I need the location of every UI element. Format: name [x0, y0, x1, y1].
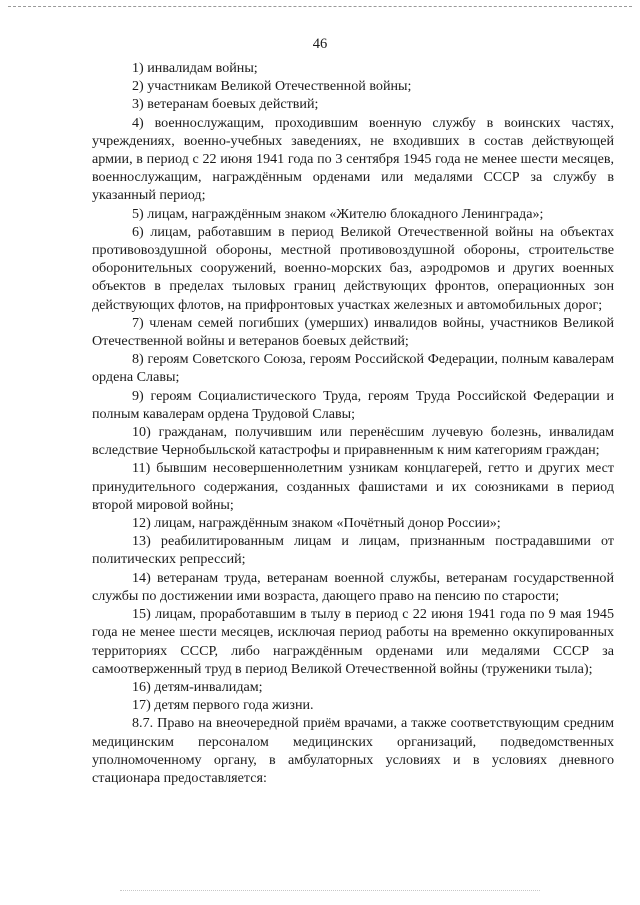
list-item: 3) ветеранам боевых действий;: [132, 96, 319, 113]
list-item: 13) реабилитированным лицам и лицам, признанным пострадавшими от политических репрессий;: [92, 533, 614, 568]
document-body: [92, 59, 614, 787]
scan-artifact: [120, 890, 540, 891]
list-item: 6) лицам, работавшим в период Великой Отечественной войны на объектах противовоздушной обороны, местной противовоздушной обороны, строительстве оборонительных сооружений, военно-морских баз, аэродромов и других военных объектов в пределах тыловых границ действующих фронтов, операционных зон действующих флотов, на прифронтовых участках железных и автомобильных дорог;: [92, 223, 614, 313]
list-item: 7) членам семей погибших (умерших) инвалидов войны, участников Великой Отечественной войны и ветеранов боевых действий;: [92, 314, 614, 350]
list-item: 9) героям Социалистического Труда, героям Труда Российской Федерации и полным кавалерам ордена Трудовой Славы;: [92, 387, 614, 422]
section-paragraph: 8.7. Право на внеочередной приём врачами, а также соответствующим средним медицинским персоналом медицинских организаций, подведомственных уполномоченному органу, в амбулаторных условиях и в условиях дневного стационара предоставляется:: [92, 715, 614, 786]
list-item: 11) бывшим несовершеннолетним узникам концлагерей, гетто и других мест принудительного содержания, созданных фашистами и их союзниками в период второй мировой войны;: [92, 460, 614, 513]
list-item: 15) лицам, проработавшим в тылу в период с 22 июня 1941 года по 9 мая 1945 года не менее шести месяцев, исключая период работы на временно оккупированных территориях СССР, либо награждённым орденами или медалями СССР за самоотверженный труд в период Великой Отечественной войны (труженики тыла);: [92, 606, 614, 677]
list-item: 16) детям-инвалидам;: [132, 678, 263, 695]
list-item: 2) участникам Великой Отечественной войны;: [132, 78, 412, 95]
list-item: 10) гражданам, получившим или перенёсшим лучевую болезнь, инвалидам вследствие Чернобыльской катастрофы и приравненным к ним категориям граждан;: [92, 424, 614, 459]
list-item: 1) инвалидам войны;: [132, 60, 258, 76]
list-item: 8) героям Советского Союза, героям Российской Федерации, полным кавалерам ордена Славы;: [92, 351, 614, 386]
list-item: 14) ветеранам труда, ветеранам военной службы, ветеранам государственной службы по достижении ими возраста, дающего право на пенсию по старости;: [92, 569, 614, 604]
list-item: 12) лицам, награждённым знаком «Почётный донор России»;: [132, 515, 501, 532]
list-item: 4) военнослужащим, проходившим военную службу в воинских частях, учреждениях, военно-учебных заведениях, не входивших в состав действующей армии, в период с 22 июня 1941 года по 3 сентября 1945 года не менее шести месяцев, военнослужащим, награждённым орденами или медалями СССР за службу в указанный период;: [92, 114, 614, 204]
list-item: 5) лицам, награждённым знаком «Жителю блокадного Ленинграда»;: [132, 205, 544, 222]
list-item: 17) детям первого года жизни.: [132, 697, 314, 714]
page-number: 46: [312, 36, 328, 52]
scan-edge-line: [8, 6, 632, 7]
